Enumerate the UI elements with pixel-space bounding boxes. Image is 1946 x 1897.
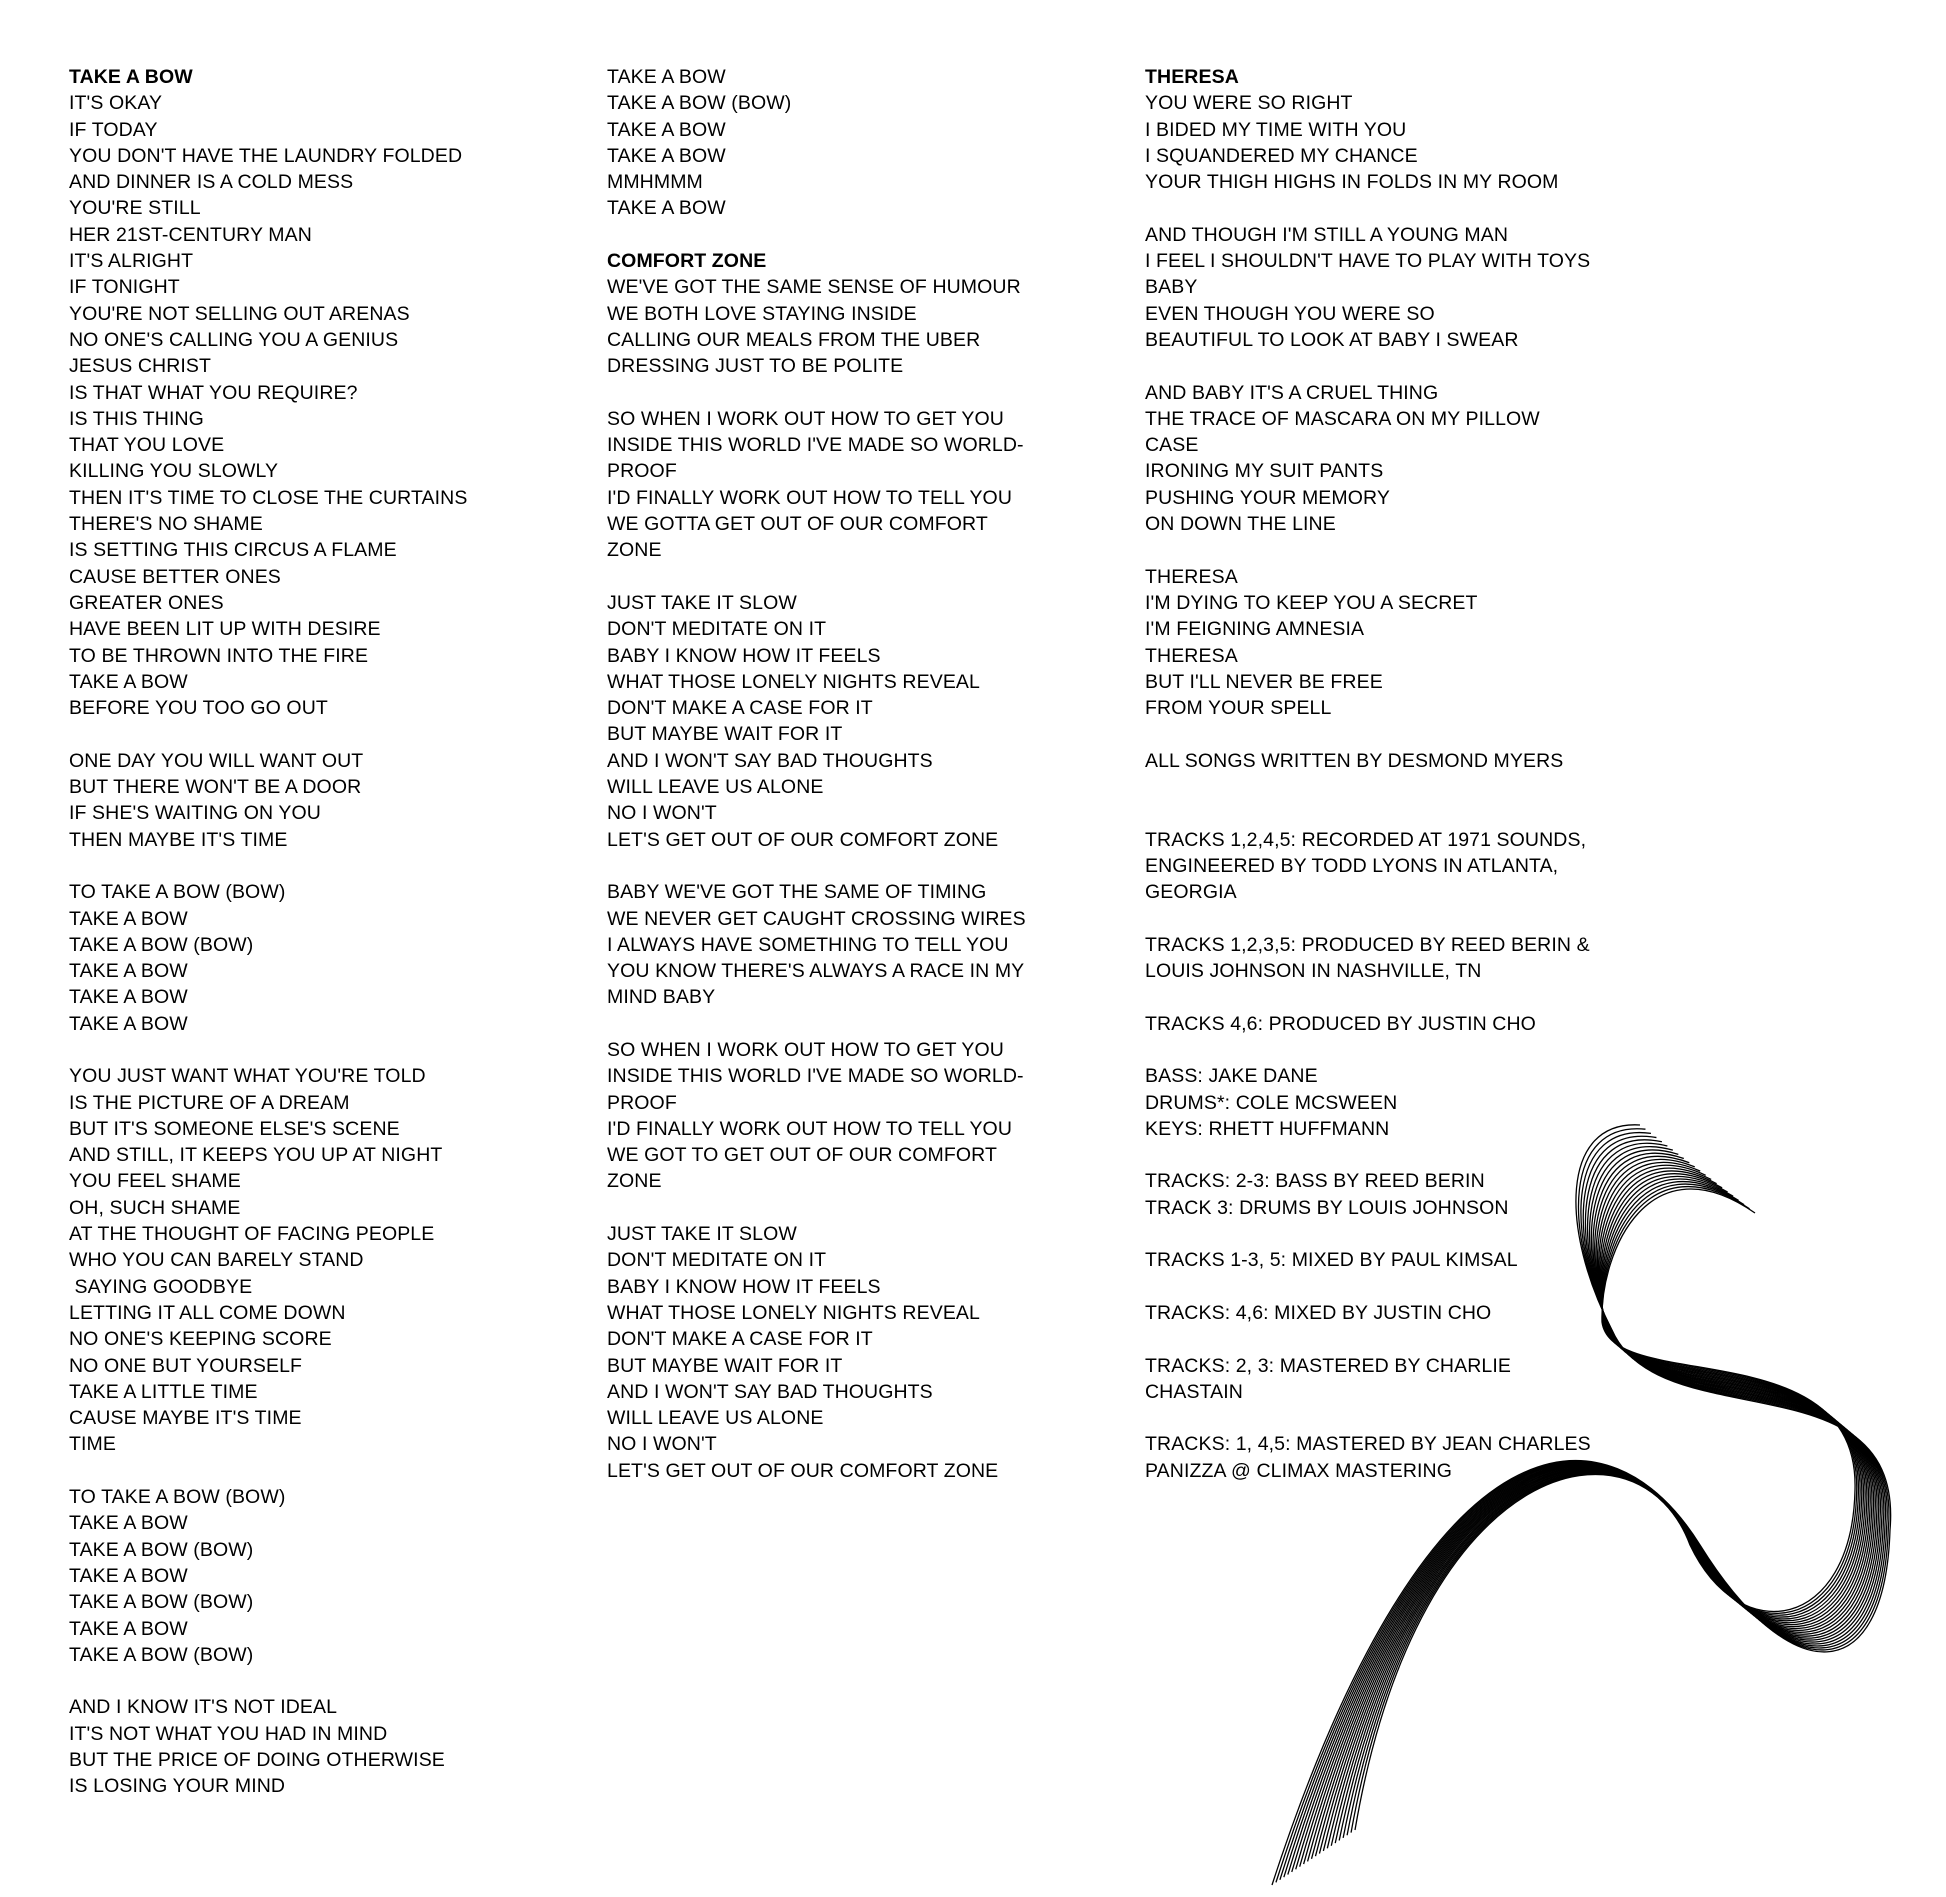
lyric-line: WE GOTTA GET OUT OF OUR COMFORT [607, 513, 988, 536]
lyric-line: BUT IT'S SOMEONE ELSE'S SCENE [69, 1117, 400, 1140]
lyric-line: DON'T MAKE A CASE FOR IT [607, 1328, 873, 1351]
lyric-line: BUT THE PRICE OF DOING OTHERWISE [69, 1749, 445, 1771]
lyric-line: LETTING IT ALL COME DOWN [69, 1301, 346, 1324]
lyric-line: NO I WON'T [607, 802, 717, 825]
lyric-line: AND DINNER IS A COLD MESS [69, 171, 354, 194]
text-block [69, 879, 589, 1037]
text-block [1145, 380, 1665, 538]
lyric-line: ENGINEERED BY TODD LYONS IN ATLANTA, [1145, 854, 1559, 877]
lyric-line: IS THE PICTURE OF A DREAM [69, 1091, 350, 1114]
lyric-line: TRACK 3: DRUMS BY LOUIS JOHNSON [1145, 1196, 1509, 1219]
lyric-line: I BIDED MY TIME WITH YOU [1145, 118, 1407, 141]
lyric-line: THE TRACE OF MASCARA ON MY PILLOW [1145, 407, 1540, 430]
lyrics-column-1 [69, 64, 589, 1826]
text-block [1145, 827, 1665, 906]
lyric-line: BEAUTIFUL TO LOOK AT BABY I SWEAR [1145, 328, 1519, 351]
lyric-line: IS THIS THING [69, 407, 204, 430]
lyric-line: BUT MAYBE WAIT FOR IT [607, 723, 843, 746]
lyric-line: THEN IT'S TIME TO CLOSE THE CURTAINS [69, 486, 468, 509]
lyric-line: WHAT THOSE LONELY NIGHTS REVEAL [607, 1301, 980, 1324]
lyric-line: IT'S OKAY [69, 92, 163, 115]
lyric-line: TRACKS: 4,6: MIXED BY JUSTIN CHO [1145, 1301, 1492, 1324]
lyric-line: TAKE A BOW (BOW) [69, 1538, 254, 1561]
lyric-line: TAKE A BOW [607, 144, 726, 167]
lyric-line: ALL SONGS WRITTEN BY DESMOND MYERS [1145, 749, 1564, 772]
lyric-line: IT'S ALRIGHT [69, 250, 194, 273]
lyric-line: AT THE THOUGHT OF FACING PEOPLE [69, 1223, 435, 1246]
song-title: TAKE A BOW [69, 66, 193, 88]
lyric-line: JUST TAKE IT SLOW [607, 1223, 797, 1246]
lyric-line: TO BE THROWN INTO THE FIRE [69, 644, 369, 667]
text-block [607, 590, 1127, 853]
lyric-line: YOU'RE STILL [69, 197, 201, 220]
lyric-line: YOU'RE NOT SELLING OUT ARENAS [69, 302, 410, 325]
lyric-line: TAKE A BOW [607, 197, 726, 220]
text-block [607, 64, 1127, 222]
lyric-line: BABY I KNOW HOW IT FEELS [607, 644, 881, 667]
lyric-line: WE'VE GOT THE SAME SENSE OF HUMOUR [607, 276, 1021, 299]
text-block [1145, 1353, 1665, 1406]
lyric-line: TAKE A BOW [607, 118, 726, 141]
lyric-line: ZONE [607, 539, 662, 562]
lyric-line: I SQUANDERED MY CHANCE [1145, 144, 1418, 167]
lyric-line: I'D FINALLY WORK OUT HOW TO TELL YOU [607, 1117, 1012, 1140]
lyric-line: IRONING MY SUIT PANTS [1145, 460, 1384, 483]
lyric-line: AND BABY IT'S A CRUEL THING [1145, 381, 1439, 404]
lyric-line: DON'T MEDITATE ON IT [607, 618, 827, 641]
lyric-line: HER 21ST-CENTURY MAN [69, 223, 312, 246]
lyric-line: NO I WON'T [607, 1433, 717, 1456]
lyric-line: TAKE A BOW [69, 1564, 188, 1587]
lyric-line: I'M DYING TO KEEP YOU A SECRET [1145, 591, 1478, 614]
lyric-line: IF TODAY [69, 118, 158, 141]
text-block [1145, 1011, 1665, 1037]
text-block [1145, 1300, 1665, 1326]
lyric-line: TIME [69, 1433, 116, 1456]
lyric-line: YOU DON'T HAVE THE LAUNDRY FOLDED [69, 144, 463, 167]
lyric-line: THERE'S NO SHAME [69, 513, 263, 536]
lyric-line: THERESA [1145, 644, 1238, 667]
lyric-line: GREATER ONES [69, 591, 224, 614]
lyric-line: CAUSE MAYBE IT'S TIME [69, 1407, 302, 1430]
lyric-line: DON'T MAKE A CASE FOR IT [607, 697, 873, 720]
lyric-line: TRACKS 1,2,3,5: PRODUCED BY REED BERIN & [1145, 933, 1590, 956]
lyric-line: TAKE A BOW [69, 1012, 188, 1035]
lyric-line: MIND BABY [607, 986, 716, 1009]
text-block [1145, 932, 1665, 985]
text-block [69, 64, 589, 721]
lyric-line: BABY WE'VE GOT THE SAME OF TIMING [607, 881, 987, 904]
text-block [1145, 64, 1665, 195]
lyric-line: GEORGIA [1145, 881, 1237, 904]
lyric-line: TAKE A BOW [69, 907, 188, 930]
lyric-line: HAVE BEEN LIT UP WITH DESIRE [69, 618, 381, 641]
lyric-line: KILLING YOU SLOWLY [69, 460, 279, 483]
lyric-line: WE BOTH LOVE STAYING INSIDE [607, 302, 917, 325]
lyric-line: YOU WERE SO RIGHT [1145, 92, 1353, 115]
lyric-line: PANIZZA @ CLIMAX MASTERING [1145, 1459, 1452, 1482]
lyric-line: BASS: JAKE DANE [1145, 1065, 1318, 1088]
text-block [1145, 1168, 1665, 1221]
lyric-line: AND I WON'T SAY BAD THOUGHTS [607, 1380, 933, 1403]
text-block [69, 1063, 589, 1457]
lyric-line: INSIDE THIS WORLD I'VE MADE SO WORLD- [607, 1065, 1024, 1088]
lyric-line: JUST TAKE IT SLOW [607, 591, 797, 614]
lyric-line: TAKE A BOW (BOW) [69, 1643, 254, 1666]
lyric-line: WHO YOU CAN BARELY STAND [69, 1249, 364, 1272]
text-block [69, 1694, 589, 1799]
text-block [607, 248, 1127, 379]
text-block [607, 1037, 1127, 1195]
lyric-line: INSIDE THIS WORLD I'VE MADE SO WORLD- [607, 434, 1024, 457]
lyric-line: IS LOSING YOUR MIND [69, 1775, 286, 1798]
lyric-line: PROOF [607, 460, 677, 483]
lyric-line: MMHMMM [607, 171, 703, 194]
lyric-line: LOUIS JOHNSON IN NASHVILLE, TN [1145, 960, 1482, 983]
text-block [607, 1221, 1127, 1484]
lyric-line: I'D FINALLY WORK OUT HOW TO TELL YOU [607, 486, 1012, 509]
lyric-line: WILL LEAVE US ALONE [607, 1407, 824, 1430]
text-block [1145, 748, 1665, 801]
text-block [1145, 1247, 1665, 1273]
lyric-line: YOU FEEL SHAME [69, 1170, 241, 1193]
lyric-line: LET'S GET OUT OF OUR COMFORT ZONE [607, 1459, 999, 1482]
lyric-line: BUT I'LL NEVER BE FREE [1145, 670, 1383, 693]
lyric-line: I'M FEIGNING AMNESIA [1145, 618, 1365, 641]
lyric-line: PUSHING YOUR MEMORY [1145, 486, 1390, 509]
lyric-line: NO ONE'S KEEPING SCORE [69, 1328, 332, 1351]
lyric-line: SO WHEN I WORK OUT HOW TO GET YOU [607, 1038, 1004, 1061]
lyric-line: TAKE A BOW (BOW) [69, 933, 254, 956]
lyric-line: TAKE A BOW [607, 66, 726, 88]
lyric-line: TRACKS: 2, 3: MASTERED BY CHARLIE [1145, 1354, 1511, 1377]
lyric-line: IF TONIGHT [69, 276, 180, 299]
lyric-line: YOU KNOW THERE'S ALWAYS A RACE IN MY [607, 960, 1025, 983]
lyric-line: TRACKS: 1, 4,5: MASTERED BY JEAN CHARLES [1145, 1433, 1591, 1456]
lyric-line: EVEN THOUGH YOU WERE SO [1145, 302, 1435, 325]
lyric-line: AND I WON'T SAY BAD THOUGHTS [607, 749, 933, 772]
lyric-line: TRACKS 1-3, 5: MIXED BY PAUL KIMSAL [1145, 1249, 1518, 1272]
lyric-line: TAKE A BOW [69, 1512, 188, 1535]
lyric-line: WILL LEAVE US ALONE [607, 776, 824, 799]
text-block [1145, 1431, 1665, 1484]
song-title: THERESA [1145, 66, 1239, 88]
text-block [69, 748, 589, 853]
lyric-line: TRACKS: 2-3: BASS BY REED BERIN [1145, 1170, 1485, 1193]
song-title: COMFORT ZONE [607, 250, 767, 273]
lyric-line: YOUR THIGH HIGHS IN FOLDS IN MY ROOM [1145, 171, 1559, 194]
lyric-line: WHAT THOSE LONELY NIGHTS REVEAL [607, 670, 980, 693]
lyric-line: DRESSING JUST TO BE POLITE [607, 355, 904, 378]
lyric-line: OH, SUCH SHAME [69, 1196, 241, 1219]
lyric-line: BEFORE YOU TOO GO OUT [69, 697, 328, 720]
lyric-line: WE GOT TO GET OUT OF OUR COMFORT [607, 1144, 997, 1167]
lyric-line: TAKE A BOW [69, 960, 188, 983]
lyric-line: BUT MAYBE WAIT FOR IT [607, 1354, 843, 1377]
lyric-line: LET'S GET OUT OF OUR COMFORT ZONE [607, 828, 999, 851]
lyric-line: IF SHE'S WAITING ON YOU [69, 802, 321, 825]
lyric-line: NO ONE'S CALLING YOU A GENIUS [69, 328, 399, 351]
lyric-line: BABY I KNOW HOW IT FEELS [607, 1275, 881, 1298]
lyric-line: DRUMS*: COLE MCSWEEN [1145, 1091, 1398, 1114]
lyric-line: TAKE A BOW (BOW) [607, 92, 792, 115]
lyric-line: I ALWAYS HAVE SOMETHING TO TELL YOU [607, 933, 1009, 956]
lyric-line: TAKE A BOW [69, 1617, 188, 1640]
text-block [1145, 1063, 1665, 1142]
lyric-line: TAKE A BOW [69, 670, 188, 693]
lyric-line: FROM YOUR SPELL [1145, 697, 1332, 720]
lyrics-column-3 [1145, 64, 1665, 1510]
lyrics-column-2 [607, 64, 1127, 1510]
lyric-line: SAYING GOODBYE [69, 1275, 253, 1298]
lyric-line: TRACKS 1,2,4,5: RECORDED AT 1971 SOUNDS, [1145, 828, 1587, 851]
lyric-line: THERESA [1145, 565, 1238, 588]
lyric-line: AND THOUGH I'M STILL A YOUNG MAN [1145, 223, 1509, 246]
lyric-line: AND STILL, IT KEEPS YOU UP AT NIGHT [69, 1144, 443, 1167]
lyric-line: CHASTAIN [1145, 1380, 1243, 1403]
lyric-line: TO TAKE A BOW (BOW) [69, 881, 286, 904]
lyric-line: TAKE A BOW (BOW) [69, 1591, 254, 1614]
lyric-line: TAKE A BOW [69, 986, 188, 1009]
lyric-line: ON DOWN THE LINE [1145, 513, 1336, 536]
lyric-line: TO TAKE A BOW (BOW) [69, 1486, 286, 1509]
lyric-line: ONE DAY YOU WILL WANT OUT [69, 749, 364, 772]
lyric-line: DON'T MEDITATE ON IT [607, 1249, 827, 1272]
text-block [1145, 222, 1665, 353]
lyric-line: CASE [1145, 434, 1199, 457]
lyric-line: AND I KNOW IT'S NOT IDEAL [69, 1696, 338, 1719]
lyric-line: ZONE [607, 1170, 662, 1193]
lyric-line: TRACKS 4,6: PRODUCED BY JUSTIN CHO [1145, 1012, 1536, 1035]
lyric-line: I FEEL I SHOULDN'T HAVE TO PLAY WITH TOYS [1145, 250, 1591, 273]
lyric-line: TAKE A LITTLE TIME [69, 1380, 258, 1403]
lyric-line: CALLING OUR MEALS FROM THE UBER [607, 328, 981, 351]
lyric-line: IS THAT WHAT YOU REQUIRE? [69, 381, 358, 404]
lyric-line: IT'S NOT WHAT YOU HAD IN MIND [69, 1722, 388, 1745]
lyric-line: NO ONE BUT YOURSELF [69, 1354, 303, 1377]
lyric-line: YOU JUST WANT WHAT YOU'RE TOLD [69, 1065, 426, 1088]
text-block [607, 879, 1127, 1010]
lyric-line: BUT THERE WON'T BE A DOOR [69, 776, 362, 799]
lyric-line: CAUSE BETTER ONES [69, 565, 281, 588]
lyric-line: KEYS: RHETT HUFFMANN [1145, 1117, 1390, 1140]
text-block [607, 406, 1127, 564]
lyric-line: PROOF [607, 1091, 677, 1114]
text-block [69, 1484, 589, 1668]
text-block [1145, 564, 1665, 722]
lyric-line: SO WHEN I WORK OUT HOW TO GET YOU [607, 407, 1004, 430]
lyric-line: THAT YOU LOVE [69, 434, 225, 457]
lyric-line: BABY [1145, 276, 1198, 299]
lyric-line: IS SETTING THIS CIRCUS A FLAME [69, 539, 397, 562]
lyric-line: JESUS CHRIST [69, 355, 212, 378]
spacer [1145, 774, 1665, 800]
lyric-line: THEN MAYBE IT'S TIME [69, 828, 288, 851]
lyric-line: WE NEVER GET CAUGHT CROSSING WIRES [607, 907, 1026, 930]
